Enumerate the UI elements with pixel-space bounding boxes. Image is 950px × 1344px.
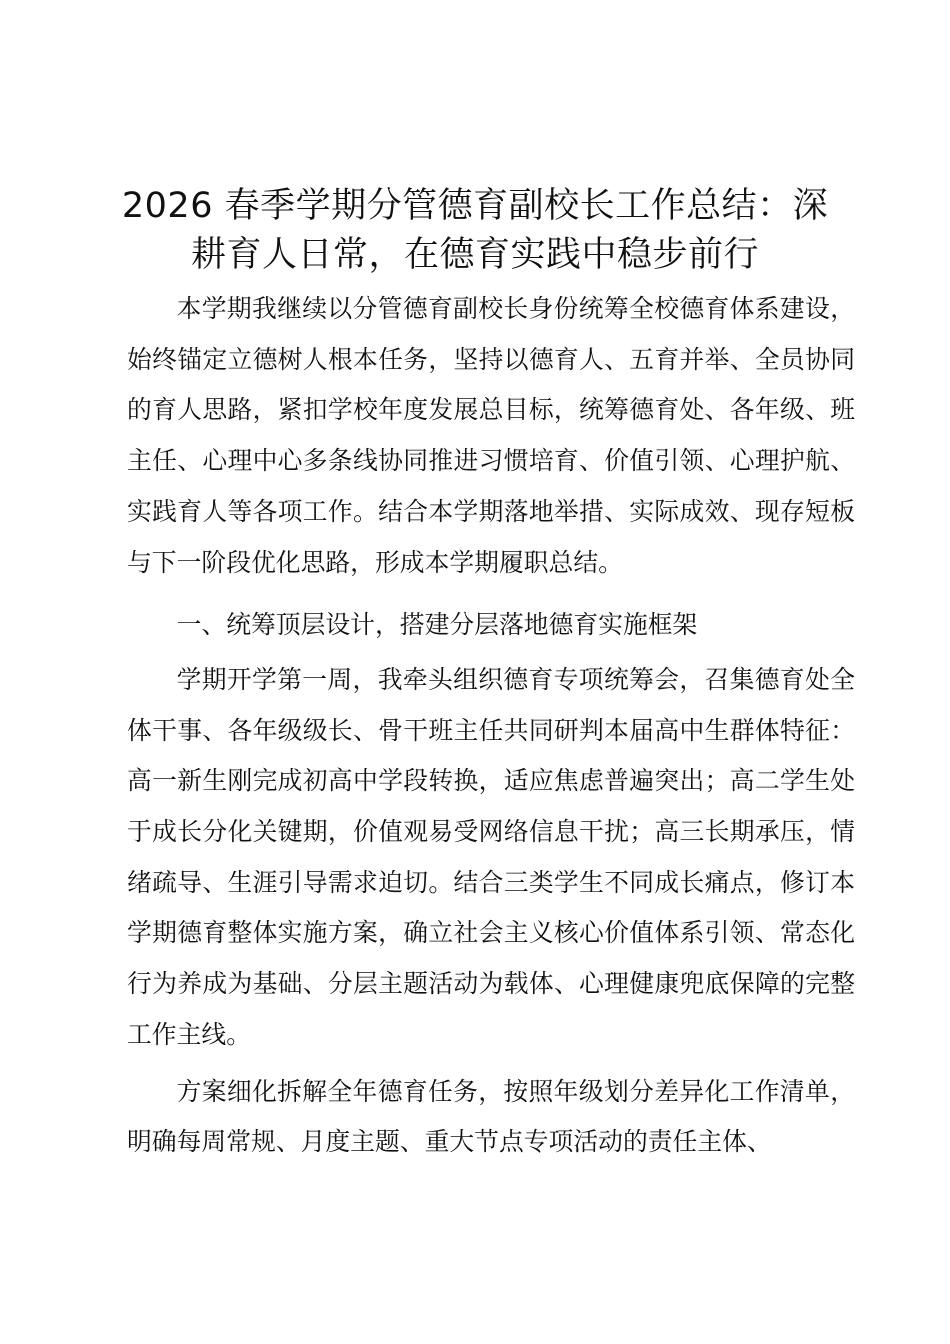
paragraph-section1-a: 学期开学第一周，我牵头组织德育专项统筹会，召集德育处全体干事、各年级级长、骨干班主任共同研判本届高中生群体特征：高一新生刚完成初高中学段转换，适应焦虑普遍突出；高二学生处于成长分化关键期，价值观易受网络信息干扰；高三长期承压，情绪疏导、生涯引导需求迫切。结合三类学生不同成长痛点，修订本学期德育整体实施方案，确立社会主义核心价值体系引领、常态化行为养成为基础、分层主题活动为载体、心理健康兜底保障的完整工作主线。 xyxy=(127,664,855,1049)
paragraph-section1-b: 方案细化拆解全年德育任务，按照年级划分差异化工作清单，明确每周常规、月度主题、重大节点专项活动的责任主体、 xyxy=(127,1076,855,1157)
document-title: 2026 春季学期分管德育副校长工作总结：深耕育人日常，在德育实践中稳步前行 xyxy=(121,186,829,275)
document-body xyxy=(127,284,855,1168)
section-heading-1: 一、统筹顶层设计，搭建分层落地德育实施框架 xyxy=(176,610,698,640)
paragraph-intro: 本学期我继续以分管德育副校长身份统筹全校德育体系建设，始终锚定立德树人根本任务，坚持以德育人、五育并举、全员协同的育人思路，紧扣学校年度发展总目标，统筹德育处、各年级、班主任、心理中心多条线协同推进习惯培育、价值引领、心理护航、实践育人等各项工作。结合本学期落地举措、实际成效、现存短板与下一阶段优化思路，形成本学期履职总结。 xyxy=(127,294,855,577)
